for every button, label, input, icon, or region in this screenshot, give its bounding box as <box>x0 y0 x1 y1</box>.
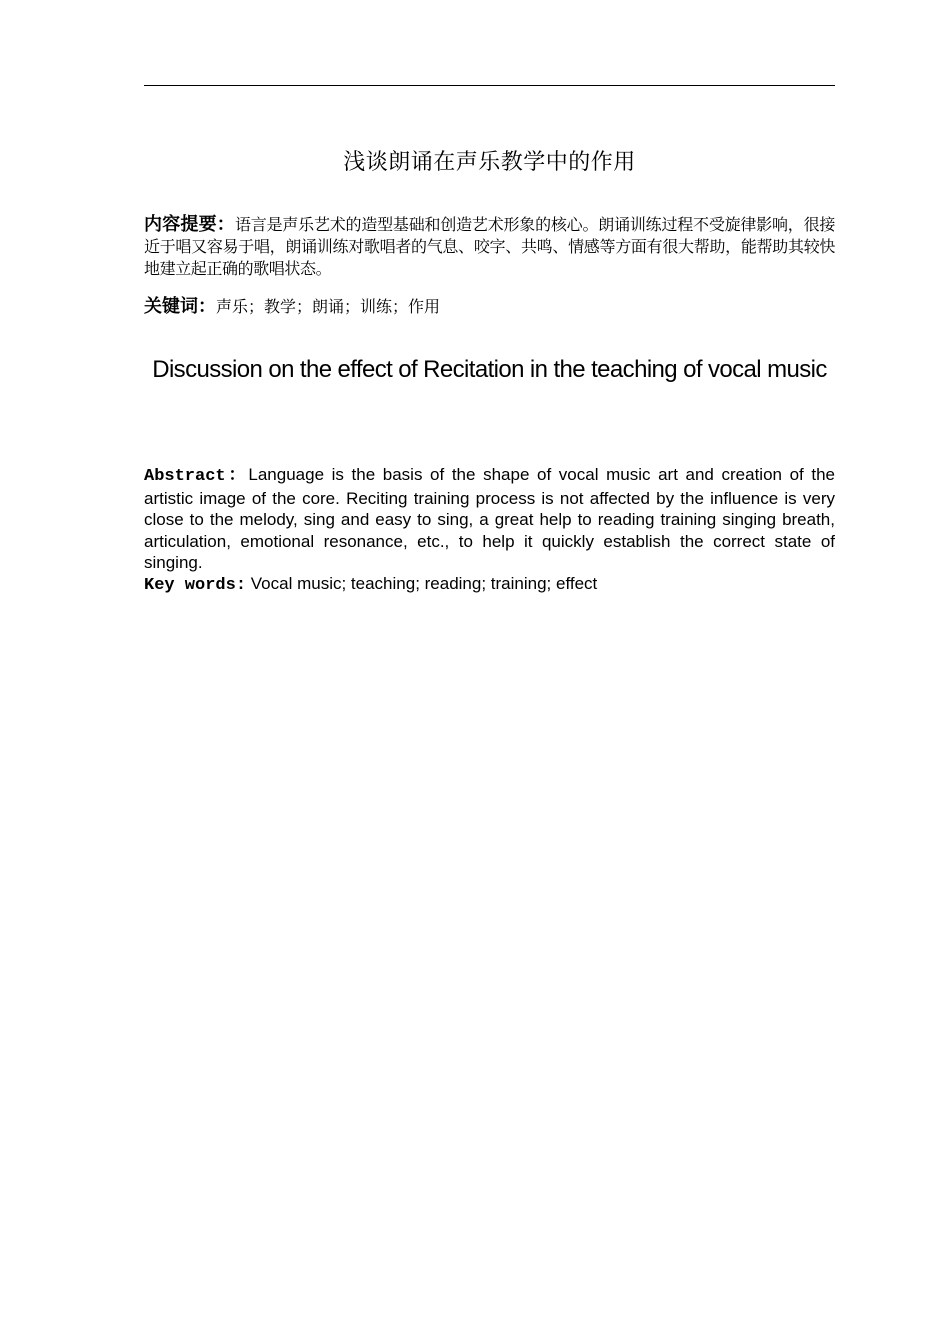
english-abstract-text: Language is the basis of the shape of vocal music art and creation of the artistic image of the core. Reciting training process is not affected by the influence is very close to the melody, sing and easy to sing, a great help to reading training singing breath, articulation, emotional resonance, etc., to help it quickly establish the correct state of singing. <box>144 465 835 573</box>
english-keywords-label: Key words: <box>144 576 247 595</box>
english-abstract <box>144 464 835 574</box>
chinese-abstract-label: 内容提要： <box>144 214 235 235</box>
english-keywords <box>144 573 835 597</box>
chinese-keywords-text: 声乐；教学；朗诵；训练；作用 <box>216 297 441 316</box>
english-title: Discussion on the effect of Recitation in the teaching of vocal music <box>152 356 827 383</box>
chinese-abstract-text: 语言是声乐艺术的造型基础和创造艺术形象的核心。朗诵训练过程不受旋律影响，很接近于唱又容易于唱，朗诵训练对歌唱者的气息、咬字、共鸣、情感等方面有很大帮助，能帮助其较快地建立起正确的歌唱状态。 <box>144 215 835 278</box>
chinese-keywords-label: 关键词： <box>144 296 216 317</box>
header-rule <box>144 85 835 86</box>
chinese-title: 浅谈朗诵在声乐教学中的作用 <box>343 150 636 175</box>
english-keywords-text: Vocal music; teaching; reading; training; effect <box>250 574 598 593</box>
chinese-keywords <box>144 294 835 320</box>
english-abstract-label: Abstract： <box>144 467 249 486</box>
chinese-abstract <box>144 214 835 280</box>
